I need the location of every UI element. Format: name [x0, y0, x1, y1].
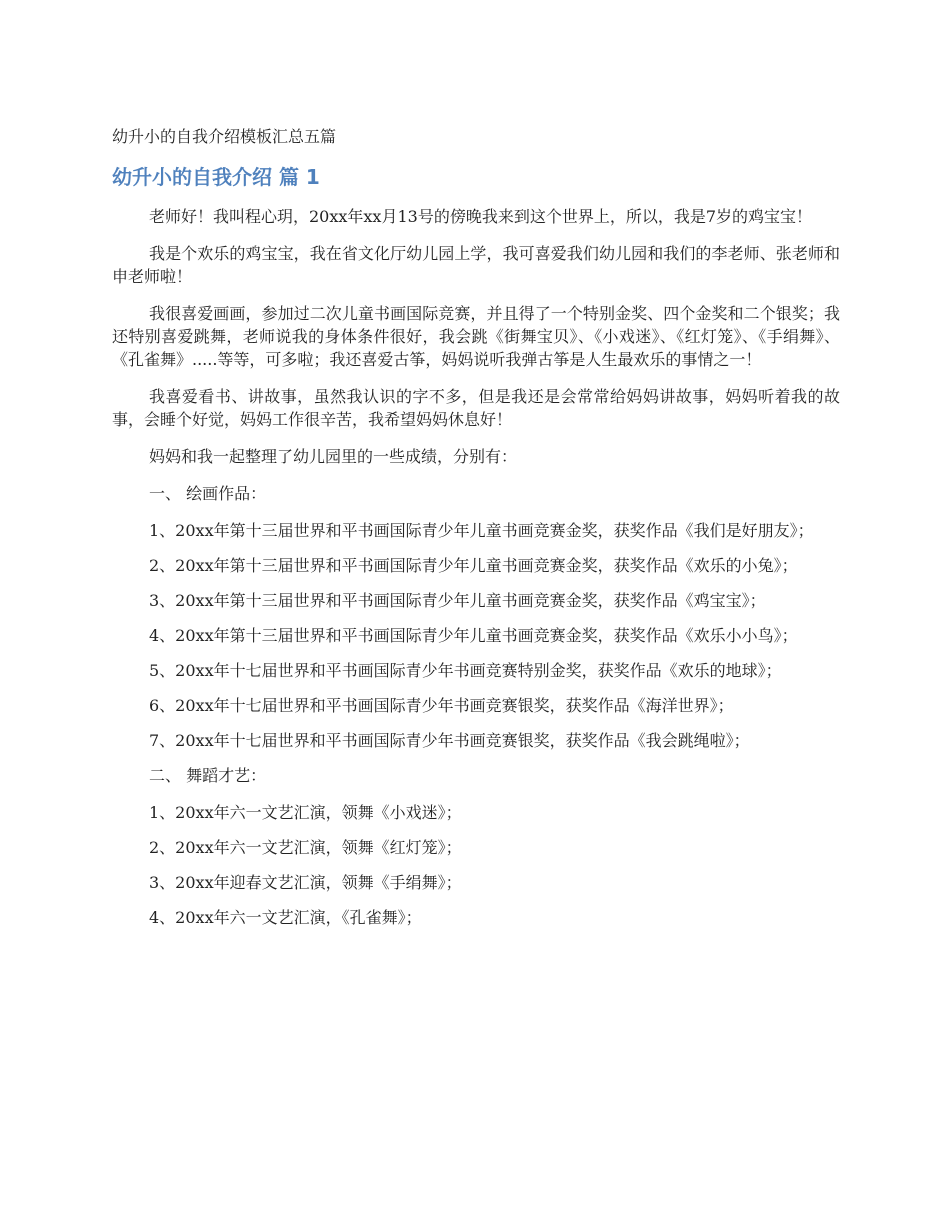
list-item: 3、20xx年迎春文艺汇演，领舞《手绢舞》；: [149, 873, 462, 892]
list-heading-painting: 一、 绘画作品：: [149, 484, 267, 503]
list-item: 6、20xx年十七届世界和平书画国际青少年书画竞赛银奖，获奖作品《海洋世界》；: [149, 696, 734, 715]
paragraph-kindergarten: 我是个欢乐的鸡宝宝，我在省文化厅幼儿园上学，我可喜爱我们幼儿园和我们的李老师、张老师和申老师啦！: [112, 244, 840, 286]
list-item: 4、20xx年第十三届世界和平书画国际青少年儿童书画竞赛金奖，获奖作品《欢乐小小鸟》；: [149, 626, 798, 645]
list-item: 1、20xx年第十三届世界和平书画国际青少年儿童书画竞赛金奖，获奖作品《我们是好朋友》；: [149, 521, 814, 540]
paragraph-stories: 我喜爱看书、讲故事，虽然我认识的字不多，但是我还是会常常给妈妈讲故事，妈妈听着我的故事，会睡个好觉，妈妈工作很辛苦，我希望妈妈休息好！: [112, 387, 840, 429]
list-item: 7、20xx年十七届世界和平书画国际青少年书画竞赛银奖，获奖作品《我会跳绳啦》；: [149, 731, 750, 750]
list-item: 5、20xx年十七届世界和平书画国际青少年书画竞赛特别金奖，获奖作品《欢乐的地球》；: [149, 661, 782, 680]
paragraph-greeting: 老师好！我叫程心玥，20xx年xx月13号的傍晚我来到这个世界上，所以，我是7岁的鸡宝宝！: [149, 207, 812, 226]
list-item: 2、20xx年第十三届世界和平书画国际青少年儿童书画竞赛金奖，获奖作品《欢乐的小兔》；: [149, 556, 798, 575]
list-item: 3、20xx年第十三届世界和平书画国际青少年儿童书画竞赛金奖，获奖作品《鸡宝宝》；: [149, 591, 766, 610]
document-title: 幼升小的自我介绍模板汇总五篇: [112, 127, 337, 146]
document-body: [112, 205, 840, 941]
list-item: 1、20xx年六一文艺汇演，领舞《小戏迷》；: [149, 803, 462, 822]
list-heading-dance: 二、 舞蹈才艺：: [149, 766, 267, 785]
list-item: 4、20xx年六一文艺汇演，《孔雀舞》；: [149, 908, 422, 927]
paragraph-hobbies: 我很喜爱画画，参加过二次儿童书画国际竞赛，并且得了一个特别金奖、四个金奖和二个银奖；我还特别喜爱跳舞，老师说我的身体条件很好，我会跳《街舞宝贝》、《小戏迷》、《红灯笼》、《手绢舞》、《孔雀舞》.....等等，可多啦；我还喜爱古筝，妈妈说听我弹古筝是人生最欢乐的事情之一！: [112, 304, 840, 369]
section-heading: 幼升小的自我介绍 篇 1: [112, 165, 320, 189]
list-item: 2、20xx年六一文艺汇演，领舞《红灯笼》；: [149, 838, 462, 857]
paragraph-achievements-intro: 妈妈和我一起整理了幼儿园里的一些成绩，分别有：: [149, 447, 518, 466]
